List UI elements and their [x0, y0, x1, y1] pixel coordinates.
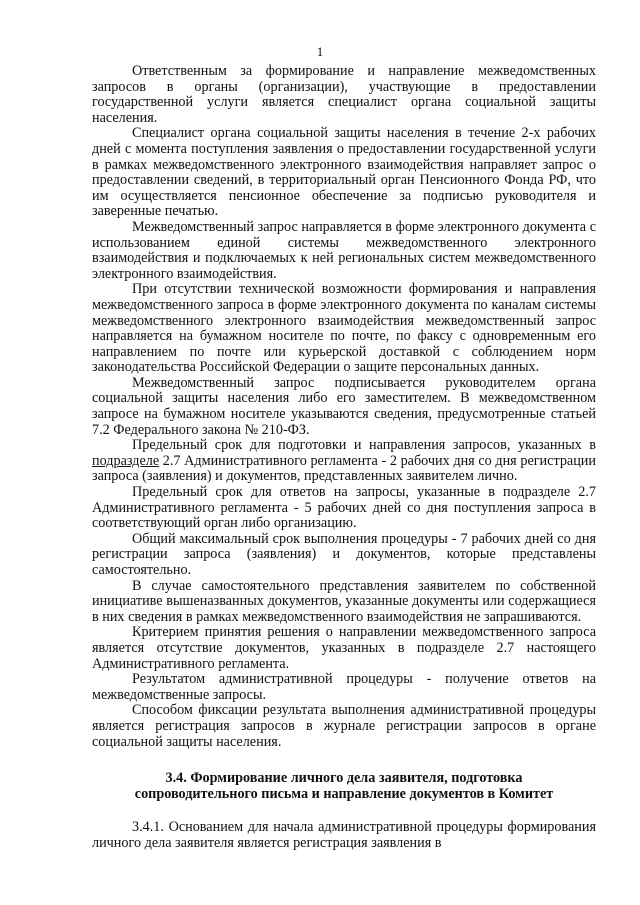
page-number: 1	[316, 44, 324, 59]
deadline-prefix: Предельный срок для подготовки и направления запросов, указанных в	[132, 437, 596, 454]
paragraph-result: Результатом административной процедуры - получение ответов на межведомственные запросы.	[92, 671, 596, 703]
paragraph-criterion: Критерием принятия решения о направлении межведомственного запроса является отсутствие документов, указанных в подразделе 2.7 настоящего Административного регламента.	[92, 624, 596, 672]
paragraph-electronic-request: Межведомственный запрос направляется в форме электронного документа с использованием единой системы межведомственного электронного взаимодействия и подключаемых к ней региональных систем межведомственного электронного взаимодействия.	[92, 218, 596, 282]
paragraph-responsible: Ответственным за формирование и направление межведомственных запросов в органы (организации), участвующие в предоставлении государственной услуги является специалист органа социальной защиты населения.	[92, 63, 596, 126]
paragraph-total-term: Общий максимальный срок выполнения процедуры - 7 рабочих дней со дня регистрации запроса (заявления) и документов, которые представлены самостоятельно.	[92, 530, 596, 578]
paragraph-self-submission: В случае самостоятельного представления заявителем по собственной инициативе вышеназванных документов, указанные документы или содержащиеся в них сведения в рамках межведомственного взаимодействия не запрашиваются.	[92, 577, 596, 625]
paragraph-3-4-1: 3.4.1. Основанием для начала административной процедуры формирования личного дела заявителя является регистрация заявления в	[92, 819, 596, 851]
subsection-link[interactable]: подразделе	[92, 452, 160, 469]
paragraph-deadline-answers: Предельный срок для ответов на запросы, указанные в подразделе 2.7 Административного регламента - 5 рабочих дней со дня поступления запроса в соответствующий орган либо организацию.	[92, 484, 596, 532]
paragraph-signature: Межведомственный запрос подписывается руководителем органа социальной защиты населения либо его заместителем. В межведомственном запросе на бумажном носителе указываются сведения, предусмотренные статьей 7.2 Федерального закона № 210-ФЗ.	[92, 374, 596, 438]
section-heading: 3.4. Формирование личного дела заявителя, подготовка сопроводительного письма и направление документов в Комитет	[134, 770, 554, 803]
deadline-suffix: 2.7 Административного регламента - 2 рабочих дня со дня регистрации запроса (заявления) и документов, представленных заявителем лично.	[92, 452, 596, 485]
document-body	[92, 64, 596, 851]
paragraph-fixation: Способом фиксации результата выполнения административной процедуры является регистрация запросов в журнале регистрации запросов в органе социальной защиты населения.	[92, 702, 596, 750]
paragraph-deadline-preparation	[92, 438, 596, 485]
paragraph-specialist: Специалист органа социальной защиты населения в течение 2-х рабочих дней с момента поступления заявления о предоставлении государственной услуги в рамках межведомственного электронного взаимодействия направляет запрос о предоставлении сведений, в территориальный орган Пенсионного Фонда РФ, что им осуществляется пенсионное обеспечение за подписью руководителя и заверенные печатью.	[92, 125, 596, 220]
paragraph-paper-request: При отсутствии технической возможности формирования и направления межведомственного запроса в форме электронного документа по каналам системы межведомственного электронного взаимодействия межведомственный запрос направляется на бумажном носителе по почте, по факсу с одновременным его направлением по почте или курьерской доставкой с соблюдением норм законодательства Российской Федерации о защите персональных данных.	[92, 281, 596, 376]
